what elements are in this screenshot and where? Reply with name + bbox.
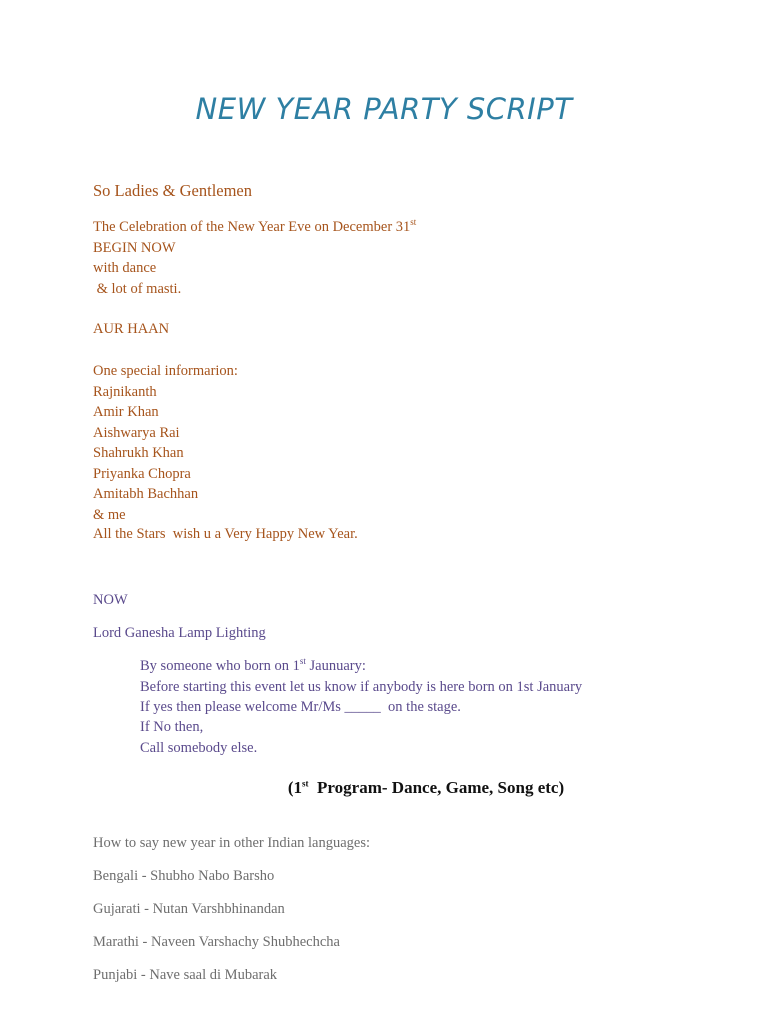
lamp-line-4: If No then, [140, 719, 204, 735]
star-item: Shahrukh Khan [93, 445, 184, 461]
lamp-line-3: If yes then please welcome Mr/Ms _____ on the stage. [140, 699, 461, 715]
lamp-line-5: Call somebody else. [140, 740, 258, 756]
intro-line-1 [93, 218, 416, 236]
lamp-line-2: Before starting this event let us know if anybody is here born on 1st January [140, 679, 583, 695]
stars-wish: All the Stars wish u a Very Happy New Year. [93, 526, 358, 542]
star-item: Priyanka Chopra [93, 466, 191, 482]
program-heading [0, 778, 768, 798]
star-item: & me [93, 507, 126, 523]
star-item: Rajnikanth [93, 384, 157, 400]
lamp-lighting-heading: Lord Ganesha Lamp Lighting [93, 625, 266, 641]
lamp-line-1-post: Jaunuary: [305, 658, 366, 674]
star-item: Aishwarya Rai [93, 425, 180, 441]
program-sup: st [302, 778, 309, 789]
star-item: Amitabh Bachhan [93, 486, 199, 502]
lamp-line-1-sup: st [299, 656, 306, 667]
program-pre: (1 [287, 778, 303, 797]
intro-line-1-sup: st [410, 217, 417, 228]
info-heading: One special informarion: [93, 363, 238, 379]
intro-line-4: & lot of masti. [93, 281, 182, 297]
now-label: NOW [93, 592, 128, 608]
languages-heading: How to say new year in other Indian languages: [93, 835, 371, 851]
language-item: Bengali - Shubho Nabo Barsho [93, 868, 275, 884]
lamp-line-1 [140, 657, 366, 675]
star-item: Amir Khan [93, 404, 159, 420]
lamp-line-1-pre: By someone who born on 1 [140, 658, 300, 674]
intro-line-3: with dance [93, 260, 157, 276]
language-item: Marathi - Naveen Varshachy Shubhechcha [93, 934, 340, 950]
aur-haan: AUR HAAN [93, 321, 170, 337]
intro-line-2: BEGIN NOW [93, 240, 176, 256]
greeting: So Ladies & Gentlemen [93, 181, 253, 200]
language-item: Gujarati - Nutan Varshbhinandan [93, 901, 285, 917]
intro-line-1-text: The Celebration of the New Year Eve on December 31 [93, 219, 411, 235]
program-post: Program- Dance, Game, Song etc) [308, 778, 565, 797]
language-item: Punjabi - Nave saal di Mubarak [93, 967, 278, 983]
page-title: NEW YEAR PARTY SCRIPT [195, 92, 573, 126]
